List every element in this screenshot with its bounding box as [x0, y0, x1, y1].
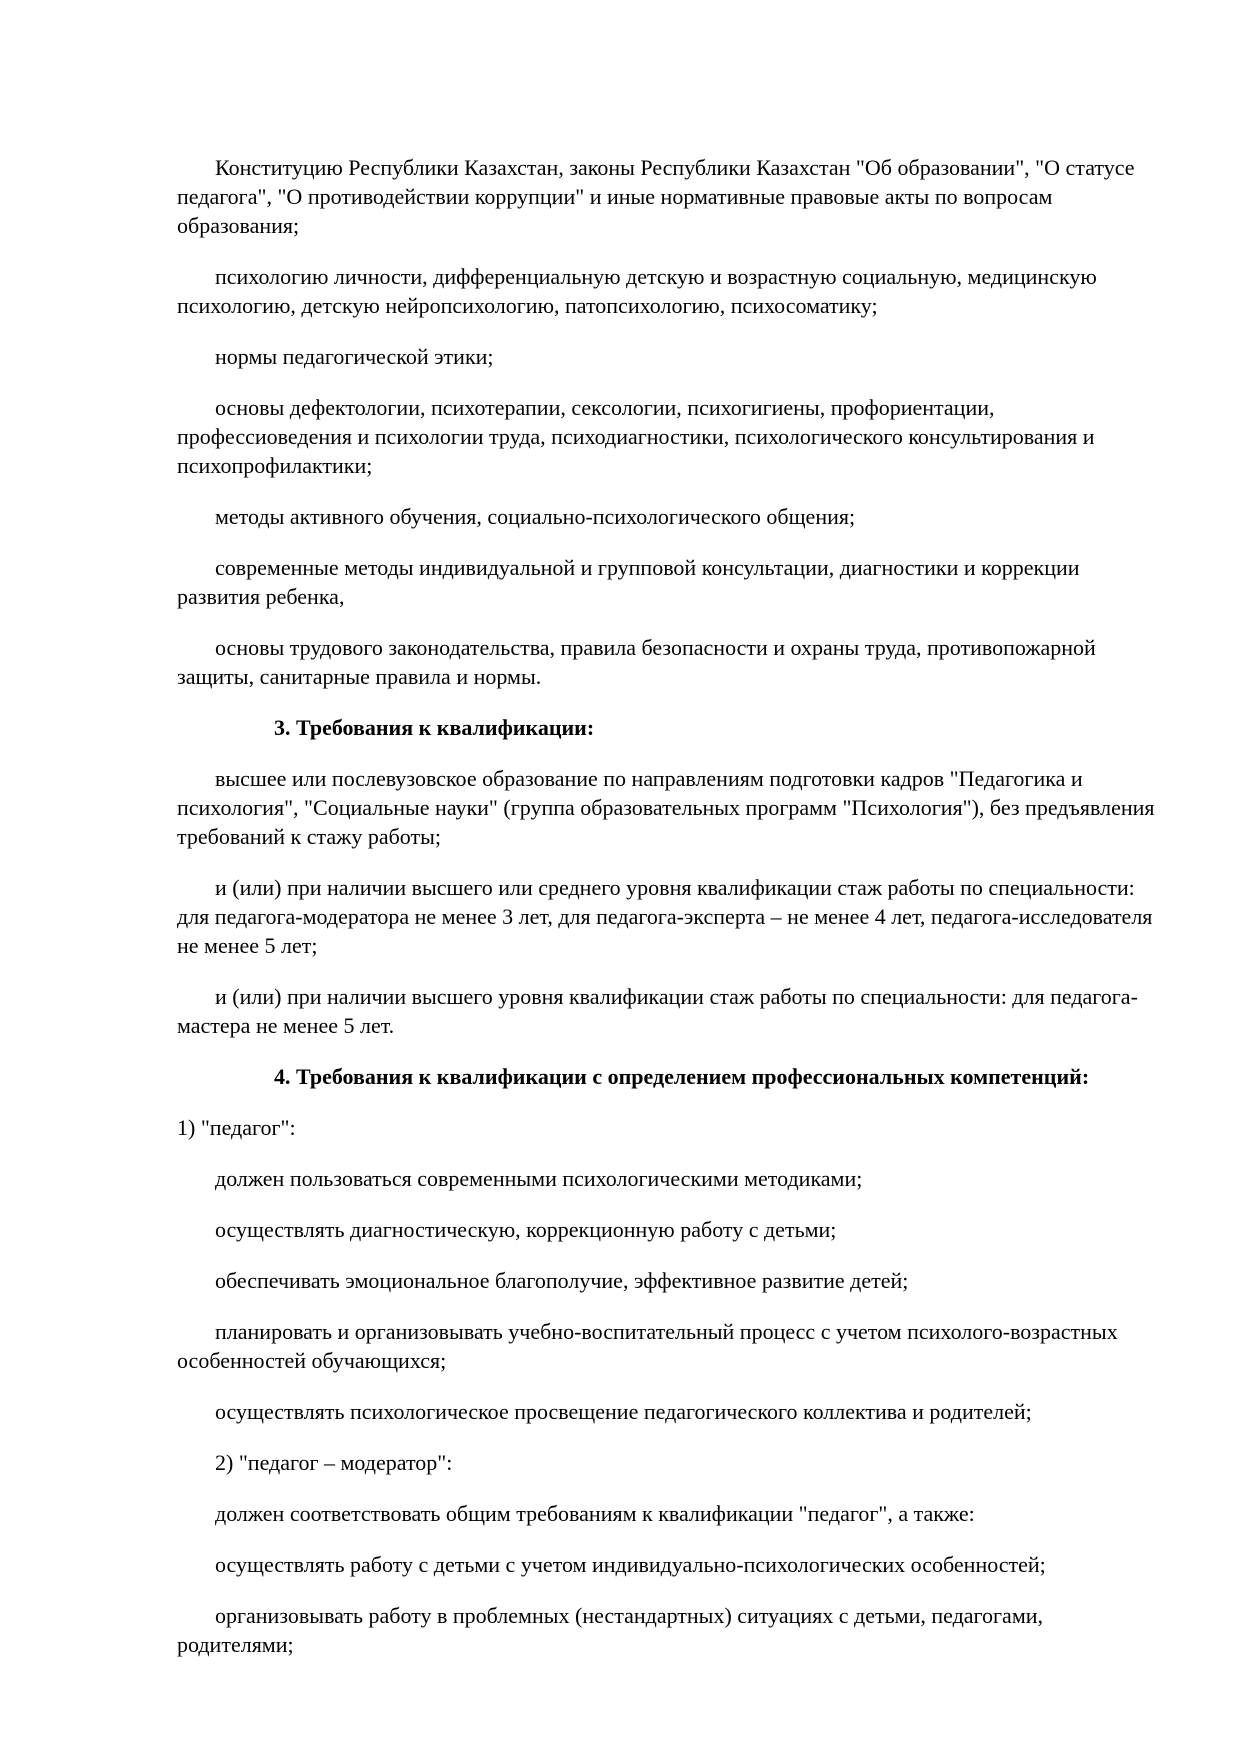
paragraph-master-experience: и (или) при наличии высшего уровня квалификации стаж работы по специальности: для педагога-мастера не менее 5 лет.: [177, 984, 1138, 1038]
paragraph-experience-levels: и (или) при наличии высшего или среднего уровня квалификации стаж работы по специальности: для педагога-модератора не менее 3 лет, для педагога-эксперта – не менее 4 лет, педагога-исследователя не менее 5 лет;: [177, 875, 1153, 958]
list-label-pedagog-moderator: 2) "педагог – модератор":: [215, 1450, 453, 1475]
paragraph-modern-methods: должен пользоваться современными психологическими методиками;: [215, 1166, 863, 1191]
paragraph-active-learning: методы активного обучения, социально-психологического общения;: [215, 504, 856, 529]
paragraph-problem-situations: организовывать работу в проблемных (нестандартных) ситуациях с детьми, педагогами, родителями;: [177, 1603, 1044, 1657]
paragraph-ethics-norms: нормы педагогической этики;: [215, 344, 494, 369]
paragraph-general-requirements: должен соответствовать общим требованиям к квалификации "педагог", а также:: [215, 1501, 975, 1526]
paragraph-consultation-methods: современные методы индивидуальной и групповой консультации, диагностики и коррекции развития ребенка,: [177, 555, 1080, 609]
paragraph-diagnostic-work: осуществлять диагностическую, коррекционную работу с детьми;: [215, 1217, 837, 1242]
section-heading-qualification-requirements: 3. Требования к квалификации:: [274, 715, 595, 740]
paragraph-defectology-basics: основы дефектологии, психотерапии, сексологии, психогигиены, профориентации, профессиоведения и психологии труда, психодиагностики, психологического консультирования и психопрофилактики;: [177, 395, 1095, 478]
paragraph-emotional-wellbeing: обеспечивать эмоциональное благополучие, эффективное развитие детей;: [215, 1268, 909, 1293]
paragraph-psychology-fields: психологию личности, дифференциальную детскую и возрастную социальную, медицинскую психологию, детскую нейропсихологию, патопсихологию, психосоматику;: [177, 264, 1097, 318]
list-label-pedagog: 1) "педагог":: [177, 1115, 296, 1140]
paragraph-psychological-education: осуществлять психологическое просвещение педагогического коллектива и родителей;: [215, 1399, 1032, 1424]
paragraph-labor-law: основы трудового законодательства, правила безопасности и охраны труда, противопожарной защиты, санитарные правила и нормы.: [177, 635, 1096, 689]
section-heading-competencies: 4. Требования к квалификации с определением профессиональных компетенций:: [274, 1064, 1090, 1089]
paragraph-individual-features: осуществлять работу с детьми с учетом индивидуально-психологических особенностей;: [215, 1552, 1046, 1577]
paragraph-constitution-laws: Конституцию Республики Казахстан, законы Республики Казахстан "Об образовании", "О статусе педагога", "О противодействии коррупции" и иные нормативные правовые акты по вопросам образования;: [177, 155, 1135, 238]
paragraph-educational-process: планировать и организовывать учебно-воспитательный процесс с учетом психолого-возрастных особенностей обучающихся;: [177, 1319, 1118, 1373]
document-body: [177, 153, 1163, 1681]
paragraph-higher-education: высшее или послевузовское образование по направлениям подготовки кадров "Педагогика и психология", "Социальные науки" (группа образовательных программ "Психология"), без предъявления требований к стажу работы;: [177, 766, 1155, 849]
